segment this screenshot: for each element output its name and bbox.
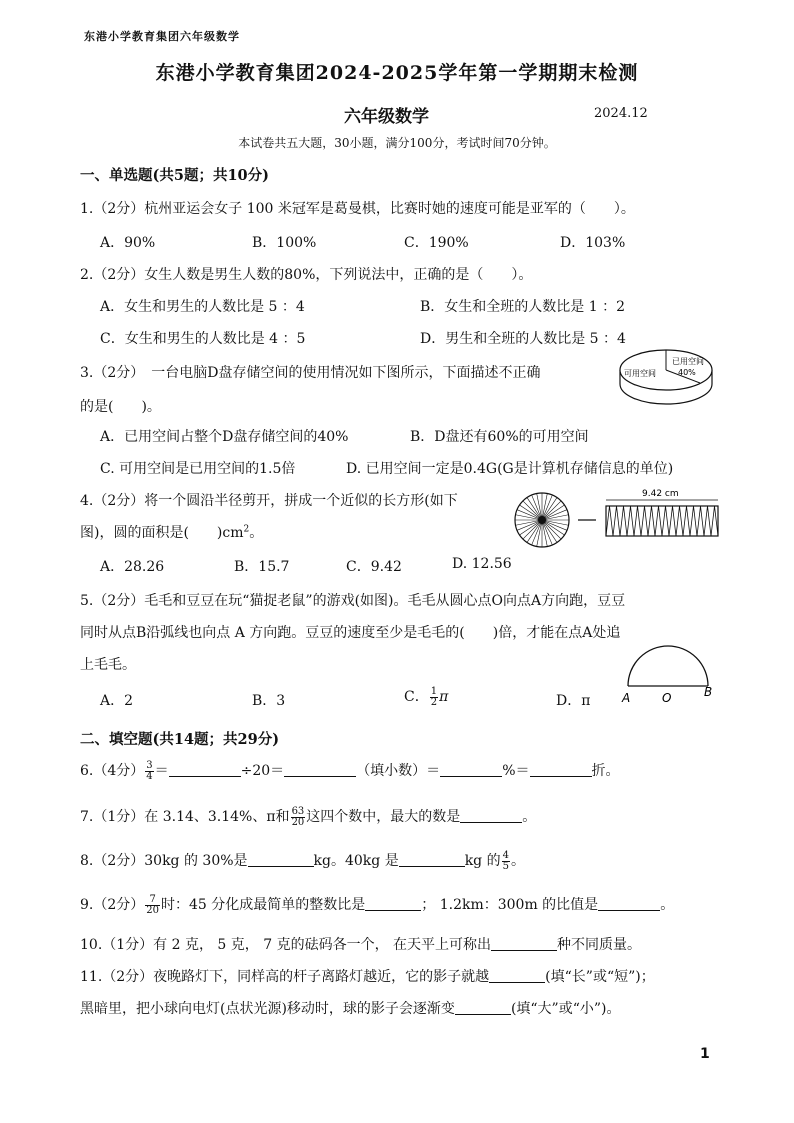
question-3-line1: 3.（2分） 一台电脑D盘存储空间的使用情况如下图所示，下面描述不正确 (80, 365, 541, 381)
q8-numerator: 4 (502, 849, 509, 861)
q11-blank-2[interactable] (455, 1000, 511, 1015)
q7-blank[interactable] (460, 808, 522, 823)
q7-suffix: 这四个数中，最大的数是 (306, 809, 461, 825)
q1-option-a: A．90% (100, 235, 156, 251)
q6-blank-3[interactable] (440, 762, 502, 777)
q11-line2-hint: (填“大”或“小”)。 (510, 1001, 621, 1017)
q8-part3: kg 的 (464, 853, 501, 869)
q11-line1-text: 11.（2分）夜晚路灯下，同样高的杆子离路灯越近，它的影子就越 (80, 969, 490, 985)
question-5-line1: 5.（2分）毛毛和豆豆在玩“猫捉老鼠”的游戏(如图)。毛毛从圆心点O向点A方向跑，豆豆 (80, 593, 626, 609)
rect-width-label: 9.42 cm (642, 489, 679, 499)
q2-option-a: A．女生和男生的人数比是 5 ：4 (100, 299, 305, 315)
q5-c-suffix: π (439, 689, 449, 705)
pie-label-free: 可用空间 (624, 369, 656, 378)
question-11-line1 (80, 966, 655, 986)
q6-fraction (145, 761, 153, 782)
q6-blank-1[interactable] (169, 762, 241, 777)
q6-blank-4[interactable] (530, 762, 592, 777)
q4-option-b: B．15.7 (234, 559, 290, 575)
q4-superscript: 2 (243, 524, 250, 535)
q8-blank-1[interactable] (248, 852, 314, 867)
q8-part4: 。 (510, 853, 525, 869)
q5-option-c (404, 686, 448, 708)
q2-option-b: B．女生和全班的人数比是 1 ：2 (420, 299, 626, 315)
exam-date: 2024.12 (594, 106, 648, 121)
q1-option-d: D．103% (560, 235, 626, 251)
pie-label-used: 已用空间 (672, 357, 704, 366)
q8-denominator: 5 (502, 860, 509, 872)
q1-option-b: B．100% (252, 235, 317, 251)
q7-denominator: 20 (291, 816, 305, 828)
q2-option-d: D．男生和全班的人数比是 5 ：4 (420, 331, 626, 347)
q6-numerator: 3 (146, 759, 153, 771)
q4-line2-text: 图)，圆的面积是( )cm (80, 525, 244, 541)
q6-denominator: 4 (146, 770, 153, 782)
q5-c-fraction (430, 687, 438, 708)
q3-option-c: C. 可用空间是已用空间的1.5倍 (100, 461, 296, 477)
q5-option-a: A．2 (100, 693, 134, 709)
q8-part1: 8.（2分）30kg 的 30%是 (80, 853, 248, 869)
q1-option-c: C．190% (404, 235, 469, 251)
question-1-text: 1.（2分）杭州亚运会女子 100 米冠军是葛曼棋，比赛时她的速度可能是亚军的（ ）。 (80, 201, 635, 217)
q10-part1: 10.（1分）有 2 克， 5 克， 7 克的砝码各一个， 在天平上可称出 (80, 937, 492, 953)
q4-option-d: D. 12.56 (452, 556, 512, 572)
q3-option-b: B．D盘还有60%的可用空间 (410, 429, 589, 445)
q11-line1-hint: (填“长”或“短”)； (545, 969, 655, 985)
q3-option-a: A．已用空间占整个D盘存储空间的40% (100, 429, 349, 445)
header-small: 东港小学教育集团六年级数学 (84, 30, 240, 43)
q6-discount: 折。 (591, 763, 620, 779)
q6-prefix: 6.（4分） (80, 763, 145, 779)
q2-option-c: C．女生和男生的人数比是 4 ：5 (100, 331, 306, 347)
q3-option-d: D. 已用空间一定是0.4G(G是计算机存储信息的单位) (346, 461, 674, 477)
question-5-line3: 上毛毛。 (80, 657, 136, 673)
q5-c-denominator: 2 (430, 696, 438, 708)
q11-line2-text: 黑暗里，把小球向电灯(点状光源)移动时，球的影子会逐渐变 (80, 1001, 455, 1017)
q5-option-b: B．3 (252, 693, 286, 709)
section-2-heading: 二、填空题(共14题；共29分) (80, 731, 280, 748)
pie-label-used-pct: 40% (678, 368, 696, 377)
question-4-line2 (80, 522, 263, 542)
q10-part2: 种不同质量。 (557, 937, 642, 953)
q7-end: 。 (522, 809, 537, 825)
q10-blank[interactable] (491, 936, 557, 951)
question-5-line2: 同时从点B沿弧线也向点 A 方向跑。豆豆的速度至少是毛毛的( )倍，才能在点A处追 (80, 625, 621, 641)
q8-part2: kg。40kg 是 (313, 853, 399, 869)
q6-percent: %＝ (502, 763, 530, 779)
question-8 (80, 850, 525, 872)
question-2-text: 2.（2分）女生人数是男生人数的80%，下列说法中，正确的是（ ）。 (80, 267, 533, 283)
q4-option-a: A．28.26 (100, 559, 165, 575)
semicircle-figure (618, 640, 718, 710)
q4-line2-end: 。 (249, 525, 264, 541)
question-11-line2 (80, 998, 621, 1018)
q8-blank-2[interactable] (399, 852, 465, 867)
q5-c-prefix: C． (404, 689, 429, 705)
q6-div20: ÷20＝ (240, 763, 285, 779)
q7-fraction (291, 807, 306, 828)
section-1-heading: 一、单选题(共5题；共10分) (80, 167, 269, 184)
q4-option-c: C．9.42 (346, 559, 402, 575)
q9-part3: 。 (660, 897, 675, 913)
q9-part2: ； 1.2km：300m 的比值是 (421, 897, 599, 913)
question-4-line1: 4.（2分）将一个圆沿半径剪开，拼成一个近似的长方形(如下 (80, 493, 458, 509)
question-3-line2: 的是( )。 (80, 399, 161, 415)
page-number: 1 (700, 1046, 710, 1062)
q6-blank-2[interactable] (284, 762, 356, 777)
point-b-label: B (704, 685, 713, 699)
point-o-label: O (662, 691, 672, 705)
q8-fraction (502, 851, 510, 872)
q5-c-numerator: 1 (430, 685, 438, 697)
q7-prefix: 7.（1分）在 3.14、3.14%、π和 (80, 809, 290, 825)
question-10 (80, 934, 641, 954)
question-7 (80, 806, 536, 828)
circle-to-rectangle-figure (512, 488, 722, 552)
question-9 (80, 894, 674, 916)
exam-subtitle: 六年级数学 (344, 107, 429, 127)
circle-center (538, 516, 546, 524)
exam-instructions: 本试卷共五大题，30小题，满分100分，考试时间70分钟。 (238, 136, 556, 150)
q7-numerator: 63 (291, 805, 305, 817)
q6-fill-note: （填小数）＝ (356, 763, 441, 779)
q6-eq1: ＝ (154, 763, 169, 779)
point-a-label: A (622, 691, 631, 705)
q9-prefix: 9.（2分） (80, 897, 145, 913)
q9-part1: 时：45 分化成最简单的整数比是 (161, 897, 366, 913)
cut-circle-figure (515, 493, 569, 547)
disk-usage-pie-figure (616, 342, 716, 410)
q9-denominator: 20 (146, 904, 159, 916)
semicircle-arc (628, 646, 708, 686)
question-6 (80, 760, 620, 782)
q9-blank-1[interactable] (365, 896, 421, 911)
exam-title: 东港小学教育集团2024-2025学年第一学期期末检测 (155, 62, 639, 84)
q9-numerator: 7 (145, 895, 160, 906)
q9-fraction (145, 895, 160, 916)
q11-blank-1[interactable] (489, 968, 545, 983)
q5-option-d: D．π (556, 693, 591, 709)
q9-blank-2[interactable] (598, 896, 660, 911)
